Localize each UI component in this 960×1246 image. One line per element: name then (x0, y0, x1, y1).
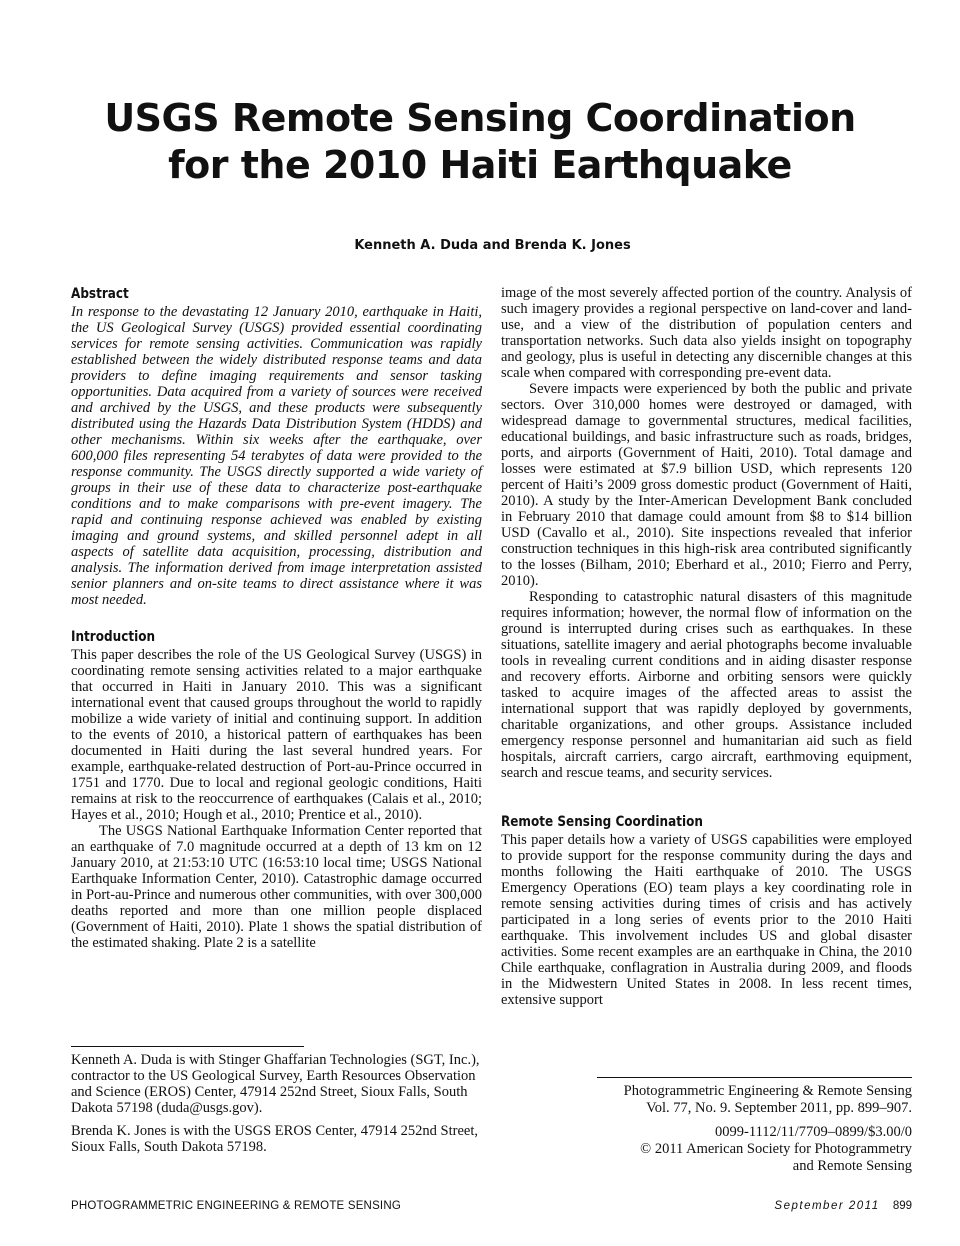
journal-volume: Vol. 77, No. 9. September 2011, pp. 899–907. (646, 1100, 912, 1116)
journal-doi: 0099-1112/11/7709–0899/$3.00/0 (715, 1124, 912, 1140)
footnote-duda: Kenneth A. Duda is with Stinger Ghaffarian Technologies (SGT, Inc.), contractor to the US Geological Survey, Earth Resources Observation and Science (EROS) Center, 47914 252nd Street, Sioux Falls, South Dakota 57198 (duda@usgs.gov). (71, 1052, 480, 1116)
right-column (501, 285, 912, 1008)
intro-paragraph-2: The USGS National Earthquake Information Center reported that an earthquake of 7.0 magnitude occurred at a depth of 13 km on 12 January 2010, at 21:53:10 UTC (16:53:10 local time; USGS National Earthquake Information Center, 2010). Catastrophic damage occurred in Port-au-Prince and numerous other communities, with over 300,000 deaths reported and more than one million people displaced (Government of Haiti, 2010). Plate 1 shows the spatial distribution of the estimated shaking. Plate 2 is a satellite (71, 823, 482, 951)
author-footnotes (71, 1052, 482, 1162)
authors: Kenneth A. Duda and Brenda K. Jones (354, 238, 631, 253)
remote-sensing-paragraph-1: This paper details how a variety of USGS capabilities were employed to provide support for the response community during the days and months following the Haiti earthquake of 2010. The USGS Emergency Operations (EO) team plays a key coordinating role in remote sensing activities during times of crisis and has actively participated in a long series of events prior to the 2010 Haiti earthquake. This involvement includes US and global disaster activities. Some recent examples are an earthquake in China, the 2010 Chile earthquake, conflagration in Australia during 2009, and floods in the Midwestern United States in 2008. In less recent times, extensive support (501, 832, 912, 1008)
title-line-2: for the 2010 Haiti Earthquake (168, 143, 792, 187)
running-footer-right (774, 1200, 912, 1212)
journal-info (590, 1083, 912, 1175)
intro-paragraph-2-continued: image of the most severely affected portion of the country. Analysis of such imagery provides a regional perspective on land-cover and land-use, and a view of the distribution of population centers and transportation networks. Such data also yields insight on topography and geology, plus is useful in detecting any discernible changes at this scale when compared with corresponding pre-event data. (501, 285, 912, 381)
intro-paragraph-1: This paper describes the role of the US Geological Survey (USGS) in coordinating remote sensing activities related to a major earthquake that occurred in Haiti in January 2010. This was a significant international event that caused groups throughout the world to rapidly mobilize a wide variety of initial and continuing support. In addition to the events of 2010, a historical pattern of earthquakes has been documented in Haiti during the last several hundred years. For example, earthquake-related destruction of Port-au-Prince occurred in 1751 and 1770. Due to local and regional geologic conditions, Haiti remains at risk to the reoccurrence of earthquakes (Calais et al., 2010; Hayes et al., 2010; Hough et al., 2010; Prentice et al., 2010). (71, 647, 482, 823)
intro-paragraph-4: Responding to catastrophic natural disasters of this magnitude requires information; however, the normal flow of information on the ground is interrupted during crises such as earthquakes. In these situations, satellite imagery and aerial photographs become invaluable tools in revealing current conditions and in aiding disaster response and recovery efforts. Airborne and orbiting sensors were quickly tasked to acquire images of the affected areas to assist the international support that was rapidly deployed by governments, charitable organizations, and other groups. Assistance included emergency response personnel and humanitarian aid such as field hospitals, aircraft carriers, cargo aircraft, earthmoving equipment, search and rescue teams, and security services. (501, 589, 912, 781)
intro-paragraph-3: Severe impacts were experienced by both the public and private sectors. Over 310,000 homes were destroyed or damaged, with widespread damage to governmental structures, medical facilities, educational buildings, and basic infrastructure such as roads, bridges, ports, and airports (Government of Haiti, 2010). Total damage and losses were estimated at $7.9 billion USD, which represents 120 percent of Haiti’s 2009 gross domestic product (Government of Haiti, 2010). A study by the Inter-American Development Bank concluded in February 2010 that damage could amount from $8 to $14 billion USD (Cavallo et al., 2010). Site inspections revealed that inferior construction techniques in this high-risk area contributed significantly to the losses (Bilham, 2010; Eberhard et al., 2010; Fierro and Perry, 2010). (501, 381, 912, 589)
abstract-text: In response to the devastating 12 January 2010, earthquake in Haiti, the US Geological Survey (USGS) provided essential coordinating services for remote sensing activities. Communication was rapidly established between the widely distributed response teams and data providers to define imaging requirements and sensor tasking opportunities. Data acquired from a variety of sources were received and archived by the USGS, and these products were subsequently distributed using the Hazards Data Distribution System (HDDS) and other mechanisms. Within six weeks after the earthquake, over 600,000 files representing 54 terabytes of data were provided to the response community. The USGS directly supported a wide variety of groups in their use of these data to characterize post-earthquake conditions and to make comparisons with pre-event imagery. The rapid and continuing response achieved was enabled by existing imaging and ground systems, and skilled personnel adept in all aspects of satellite data acquisition, processing, distribution and analysis. The information derived from image interpretation assisted senior planners and on-site teams to direct assistance where it was most needed. (71, 304, 482, 608)
remote-sensing-heading: Remote Sensing Coordination (501, 814, 703, 830)
introduction-heading: Introduction (71, 629, 156, 645)
journal-name: Photogrammetric Engineering & Remote Sensing (623, 1083, 912, 1099)
left-column (71, 285, 482, 951)
title-block (0, 95, 960, 189)
journal-copyright-cont: and Remote Sensing (792, 1158, 912, 1174)
journal-copyright: © 2011 American Society for Photogrammetry (640, 1141, 912, 1157)
page-number: 899 (892, 1200, 912, 1212)
journal-info-divider (597, 1077, 912, 1078)
footer-date: September 2011 (774, 1200, 880, 1212)
running-footer-journal: PHOTOGRAMMETRIC ENGINEERING & REMOTE SENSING (71, 1200, 401, 1212)
abstract-heading: Abstract (71, 286, 129, 302)
title-line-1: USGS Remote Sensing Coordination (104, 96, 856, 140)
footnote-divider (71, 1046, 304, 1047)
footnote-jones: Brenda K. Jones is with the USGS EROS Center, 47914 252nd Street, Sioux Falls, South Dakota 57198. (71, 1123, 479, 1155)
paper-title (0, 95, 960, 189)
